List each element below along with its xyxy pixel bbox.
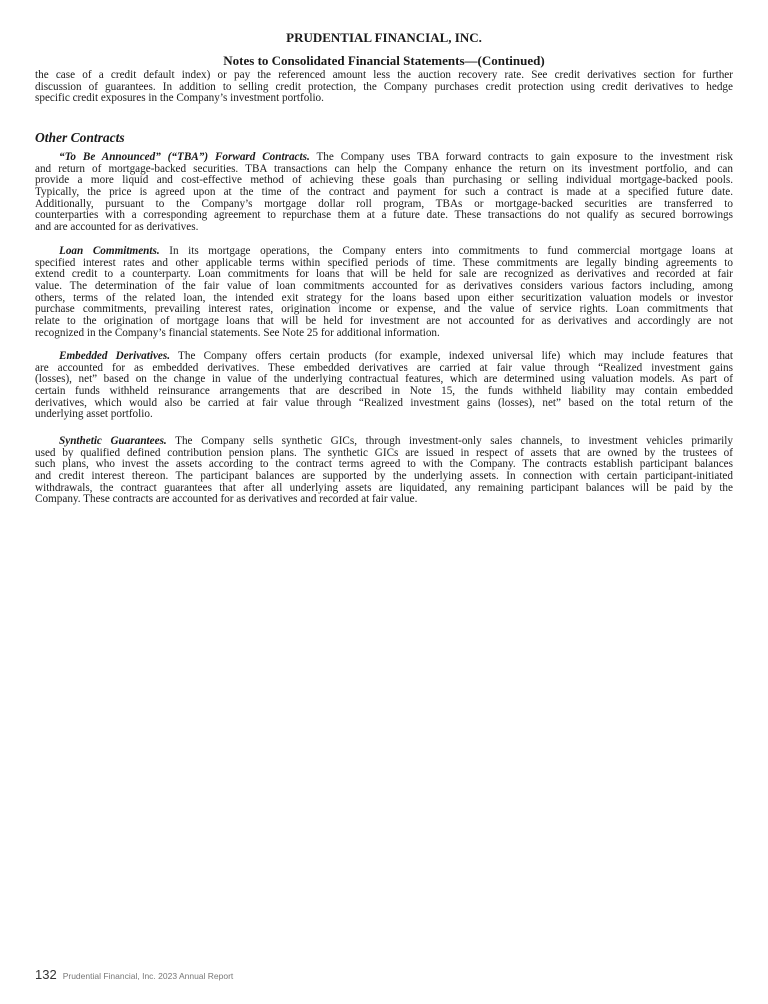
text-line: the case of a credit default index) or pay the referenced amount less the auction recovery rate. See credit derivatives section for further [35, 70, 733, 81]
text-line: are accounted for as embedded derivatives. These embedded derivatives are carried at fair value through “Realized investment gains [35, 362, 733, 374]
page-footer [35, 966, 233, 984]
text-line: such plans, who invest the assets according to the contract terms agreed to with the Company. The contracts establish participant balances [35, 459, 733, 471]
paragraph-loan-commitments [35, 246, 733, 340]
text-line: and return of mortgage-backed securities. TBA transactions can help the Company enhance the return on its investment portfolio, and can [35, 163, 733, 175]
text-line [35, 246, 733, 258]
text-line: specified interest rates and other applicable terms within specified periods of time. These commitments are legally binding agreements to [35, 257, 733, 269]
text-line: provide a more liquid and cost-effective method of achieving these goals than purchasing or selling individual mortgage-backed pools. [35, 175, 733, 187]
section-heading: Other Contracts [35, 130, 125, 145]
text-line: derivatives, which would also be carried at fair value through “Realized investment gains (losses), net” based on the total return of the [35, 397, 733, 409]
text-line: Typically, the price is agreed upon at the time of the contract and payment for such a contract is made at a specified future date. [35, 187, 733, 199]
footer-text: Prudential Financial, Inc. 2023 Annual Report [62, 971, 234, 981]
intro-paragraph [35, 70, 733, 105]
text-line: Additionally, pursuant to the Company’s mortgage dollar roll program, TBAs or mortgage-backed securities are transferred to [35, 198, 733, 210]
text-line [35, 436, 733, 448]
text-line: value. The determination of the fair value of loan commitments accounted for as derivatives considers various factors including, among [35, 281, 733, 293]
paragraph-tba [35, 152, 733, 234]
text-line: and are accounted for as derivatives. [35, 222, 199, 234]
text-line: withdrawals, the contract guarantees that after all underlying assets are liquidated, any remaining participant balances will be paid by the [35, 482, 733, 494]
text-line: recognized in the Company’s financial statements. See Note 25 for additional information. [35, 327, 440, 339]
text-line: relate to the origination of mortgage loans that will be held for investment are not accounted for as derivatives and accordingly are not [35, 316, 733, 328]
text-line [35, 351, 733, 363]
text-line: purchase commitments, prevailing interest rates, origination income or expense, and the value of service rights. Loan commitments that [35, 304, 733, 316]
paragraph-text: The Company uses TBA forward contracts to gain exposure to the investment risk [309, 152, 733, 163]
text-line: specific credit exposures in the Company’s investment portfolio. [35, 93, 324, 105]
paragraph-embedded-derivatives [35, 351, 733, 421]
text-line: others, terms of the related loan, the intended exit strategy for the loans based upon either securitization valuation models or investor [35, 292, 733, 304]
page-subtitle: Notes to Consolidated Financial Statements—(Continued) [223, 53, 545, 68]
page-number: 132 [35, 967, 57, 982]
company-title: PRUDENTIAL FINANCIAL, INC. [286, 30, 482, 45]
text-line: underlying asset portfolio. [35, 409, 153, 421]
text-line: (losses), net” based on the change in value of the underlying contractual features, which are determined using valuation models. As part of [35, 374, 733, 386]
text-line: and credit interest thereon. The participant balances are supported by the underlying assets. In connection with certain participant-initiated [35, 471, 733, 483]
paragraph-text: The Company sells synthetic GICs, through investment-only sales channels, to investment vehicles primarily [166, 436, 733, 447]
text-line: Company. These contracts are accounted for as derivatives and recorded at fair value. [35, 494, 418, 506]
paragraph-lead: “To Be Announced” (“TBA”) Forward Contracts. [59, 152, 310, 163]
text-line: counterparties with a corresponding agreement to repurchase them at a future date. These transactions do not qualify as secured borrowings [35, 210, 733, 222]
paragraph-text: In its mortgage operations, the Company enters into commitments to fund commercial mortgage loans at [159, 246, 733, 257]
paragraph-lead: Synthetic Guarantees. [59, 436, 167, 447]
paragraph-lead: Loan Commitments. [59, 246, 160, 257]
paragraph-synthetic-guarantees [35, 436, 733, 506]
text-line: discussion of guarantees. In addition to selling credit protection, the Company purchases credit protection using credit derivatives to hedge [35, 81, 733, 93]
text-line [35, 152, 733, 164]
paragraph-text: The Company offers certain products (for example, indexed universal life) which may include features that [170, 351, 733, 362]
text-line: extend credit to a counterparty. Loan commitments for loans that will be held for sale are recognized as derivatives and recorded at fair [35, 269, 733, 281]
text-line: certain funds withheld reinsurance arrangements that are described in Note 15, the funds withheld liability may contain embedded [35, 386, 733, 398]
text-line: used by qualified defined contribution pension plans. The synthetic GICs are issued in respect of assets that are owned by the trustees of [35, 447, 733, 459]
paragraph-lead: Embedded Derivatives. [59, 351, 171, 362]
